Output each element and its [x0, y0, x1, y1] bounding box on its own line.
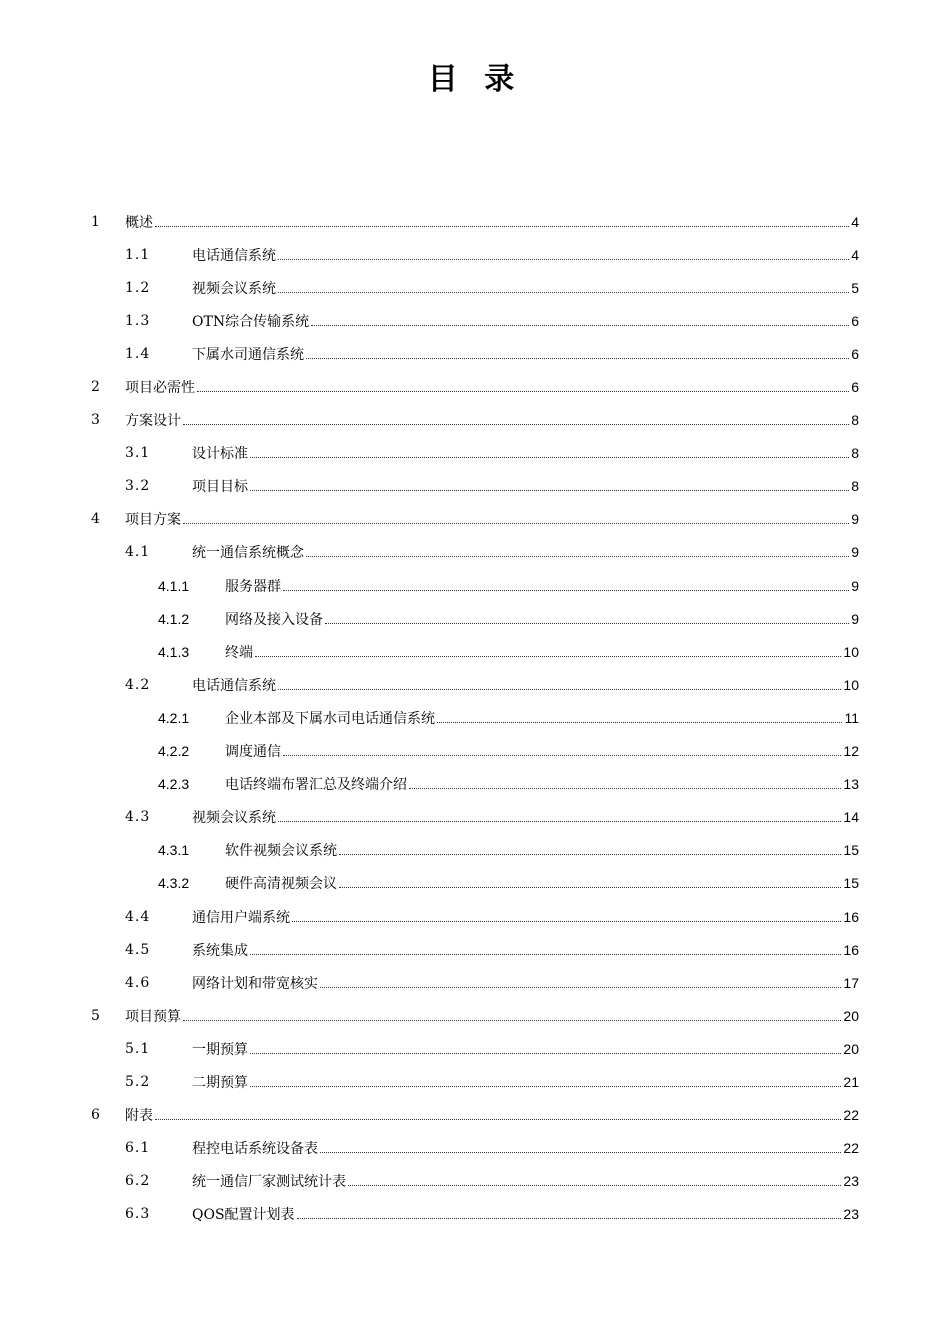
dot-leader [278, 820, 841, 822]
toc-entry-page: 10 [843, 643, 859, 660]
toc-entry[interactable] [0, 801, 950, 834]
toc-entry-number: 1.1 [125, 246, 151, 263]
toc-entry-number: 4.1.1 [158, 577, 190, 594]
dot-leader [292, 920, 841, 922]
dot-leader [283, 754, 841, 756]
toc-entry-title[interactable]: 程控电话系统设备表 [192, 1141, 318, 1158]
toc-entry[interactable] [0, 370, 950, 403]
toc-entry[interactable] [0, 999, 950, 1032]
toc-entry-number: 4.3.1 [158, 842, 190, 859]
toc-entry-page: 17 [843, 974, 859, 991]
toc-entry[interactable] [0, 1198, 950, 1231]
toc-entry-page: 6 [851, 379, 859, 396]
toc-entry[interactable] [0, 635, 950, 668]
toc-entry[interactable] [0, 503, 950, 536]
toc-entry-title[interactable]: 概述 [125, 214, 153, 231]
toc-entry-number: 3 [91, 412, 100, 429]
toc-entry-page: 9 [851, 511, 859, 528]
toc-entry-page: 22 [843, 1107, 859, 1124]
toc-entry-number: 1 [91, 213, 100, 230]
toc-entry[interactable] [0, 668, 950, 701]
toc-entry-title[interactable]: 项目目标 [192, 479, 248, 496]
toc-entry[interactable] [0, 1065, 950, 1098]
toc-entry-title[interactable]: 设计标准 [192, 446, 248, 463]
toc-entry-number: 4.2.3 [158, 776, 190, 793]
toc-entry[interactable] [0, 337, 950, 370]
toc-entry-number: 2 [91, 379, 100, 396]
toc-entry-number: 6.2 [125, 1173, 151, 1190]
toc-entry-title[interactable]: 视频会议系统 [192, 280, 276, 297]
toc-entry-title[interactable]: 一期预算 [192, 1041, 248, 1058]
toc-entry-title[interactable]: 硬件高清视频会议 [225, 876, 337, 893]
toc-entry[interactable] [0, 834, 950, 867]
dot-leader [278, 688, 841, 690]
toc-entry[interactable] [0, 768, 950, 801]
toc-entry-page: 21 [843, 1073, 859, 1090]
page-title: 目 录 [427, 62, 523, 97]
toc-entry[interactable] [0, 602, 950, 635]
toc-entry[interactable] [0, 933, 950, 966]
dot-leader [325, 622, 849, 624]
toc-entry-title[interactable]: 附表 [125, 1108, 153, 1125]
toc-entry-title[interactable]: 软件视频会议系统 [225, 843, 337, 860]
toc-entry-number: 6 [91, 1107, 100, 1124]
toc-entry[interactable] [0, 437, 950, 470]
dot-leader [250, 489, 849, 491]
dot-leader [250, 1052, 841, 1054]
toc-entry-number: 1.2 [125, 279, 151, 296]
dot-leader [278, 258, 849, 260]
dot-leader [297, 1217, 842, 1219]
toc-entry-title[interactable]: 网络计划和带宽核实 [192, 975, 318, 992]
toc-entry-title[interactable]: 下属水司通信系统 [192, 346, 304, 363]
toc-entry-title[interactable]: 电话通信系统 [192, 677, 276, 694]
toc-entry-number: 4.3 [125, 809, 151, 826]
toc-entry-page: 23 [843, 1173, 859, 1190]
dot-leader [255, 655, 841, 657]
dot-leader [250, 953, 841, 955]
toc-entry[interactable] [0, 701, 950, 734]
dot-leader [197, 390, 849, 392]
toc-entry-page: 12 [843, 743, 859, 760]
toc-entry-number: 4.3.2 [158, 875, 190, 892]
toc-entry-title[interactable]: 电话终端布署汇总及终端介绍 [225, 777, 407, 794]
toc-entry-page: 4 [851, 246, 859, 263]
toc-entry[interactable] [0, 536, 950, 569]
toc-entry-number: 4.1.3 [158, 643, 190, 660]
toc-entry-number: 3.1 [125, 445, 151, 462]
toc-entry-title[interactable]: 电话通信系统 [192, 247, 276, 264]
toc-entry-page: 8 [851, 412, 859, 429]
dot-leader [320, 986, 841, 988]
toc-entry-page: 13 [843, 776, 859, 793]
dot-leader [409, 787, 841, 789]
toc-entry-number: 4 [91, 511, 100, 528]
toc-entry[interactable] [0, 867, 950, 900]
toc-entry-number: 4.1.2 [158, 610, 190, 627]
toc-entry-title[interactable]: 终端 [225, 644, 253, 661]
toc-entry[interactable] [0, 1032, 950, 1065]
toc-entry-title[interactable]: 项目方案 [125, 512, 181, 529]
toc-entry-page: 4 [851, 213, 859, 230]
toc-entry[interactable] [0, 966, 950, 999]
dot-leader [183, 1019, 841, 1021]
toc-entry-page: 14 [843, 809, 859, 826]
toc-entry-page: 16 [843, 941, 859, 958]
dot-leader [306, 555, 849, 557]
dot-leader [306, 357, 849, 359]
dot-leader [155, 1118, 841, 1120]
toc-entry-number: 3.2 [125, 478, 151, 495]
toc-entry-number: 4.2.2 [158, 743, 190, 760]
toc-entry[interactable] [0, 205, 950, 238]
dot-leader [339, 886, 841, 888]
toc-entry[interactable] [0, 238, 950, 271]
toc-entry-title[interactable]: 项目必需性 [125, 380, 195, 397]
toc-entry-number: 6.1 [125, 1140, 151, 1157]
toc-entry-page: 22 [843, 1140, 859, 1157]
toc-entry-page: 10 [843, 676, 859, 693]
dot-leader [183, 423, 849, 425]
toc-entry-title[interactable]: 视频会议系统 [192, 810, 276, 827]
toc-entry-number: 5 [91, 1007, 100, 1024]
toc-entry-title[interactable]: 方案设计 [125, 413, 181, 430]
toc-entry[interactable] [0, 271, 950, 304]
dot-leader [283, 589, 849, 591]
toc-entry-title[interactable]: 统一通信系统概念 [192, 545, 304, 562]
toc-entry-title[interactable]: OTN综合传输系统 [192, 313, 310, 330]
toc-entry-page: 9 [851, 544, 859, 561]
toc-entry[interactable] [0, 735, 950, 768]
toc-entry-title[interactable]: 企业本部及下属水司电话通信系统 [225, 710, 435, 727]
toc-entry-page: 8 [851, 445, 859, 462]
toc-entry[interactable] [0, 304, 950, 337]
toc-entry-page: 9 [851, 577, 859, 594]
toc-entry[interactable] [0, 1165, 950, 1198]
toc-entry-page: 6 [851, 312, 859, 329]
toc-entry-number: 4.6 [125, 974, 151, 991]
toc-entry-page: 6 [851, 345, 859, 362]
toc-entry-title[interactable]: 统一通信厂家测试统计表 [192, 1174, 346, 1191]
toc-entry[interactable] [0, 470, 950, 503]
toc-entry-title[interactable]: 服务器群 [225, 578, 281, 595]
dot-leader [320, 1151, 841, 1153]
toc-entry-page: 15 [843, 875, 859, 892]
toc-entry-title[interactable]: 系统集成 [192, 942, 248, 959]
dot-leader [155, 225, 849, 227]
toc-entry[interactable] [0, 569, 950, 602]
toc-entry-title[interactable]: 项目预算 [125, 1008, 181, 1025]
toc-entry-page: 11 [844, 709, 859, 726]
toc-entry[interactable] [0, 1132, 950, 1165]
dot-leader [250, 1085, 841, 1087]
toc-entry-number: 5.2 [125, 1073, 151, 1090]
toc-entry[interactable] [0, 404, 950, 437]
toc-entry-number: 4.1 [125, 544, 151, 561]
dot-leader [348, 1184, 841, 1186]
dot-leader [437, 721, 842, 723]
dot-leader [311, 324, 849, 326]
toc-entry-page: 15 [843, 842, 859, 859]
toc-entry-page: 5 [851, 279, 859, 296]
toc-entry-number: 4.5 [125, 941, 151, 958]
toc-entry-number: 4.2.1 [158, 709, 190, 726]
toc-entry-title[interactable]: 调度通信 [225, 744, 281, 761]
toc-entry-title[interactable]: 通信用户端系统 [192, 909, 290, 926]
toc-entry-number: 6.3 [125, 1206, 151, 1223]
toc-entry-number: 1.3 [125, 312, 151, 329]
toc-entry-title[interactable]: 二期预算 [192, 1074, 248, 1091]
toc-entry-page: 8 [851, 478, 859, 495]
toc-entry-page: 20 [843, 1040, 859, 1057]
toc-entry-title[interactable]: QOS配置计划表 [192, 1207, 295, 1224]
toc-entry-page: 9 [851, 610, 859, 627]
dot-leader [339, 853, 841, 855]
dot-leader [183, 522, 849, 524]
toc-entry-number: 4.4 [125, 908, 151, 925]
toc-entry[interactable] [0, 900, 950, 933]
dot-leader [278, 291, 849, 293]
toc-entry-page: 20 [843, 1007, 859, 1024]
table-of-contents [0, 205, 950, 1231]
toc-entry-number: 5.1 [125, 1040, 151, 1057]
dot-leader [250, 456, 849, 458]
toc-entry-number: 1.4 [125, 345, 151, 362]
toc-entry[interactable] [0, 1099, 950, 1132]
toc-entry-number: 4.2 [125, 676, 151, 693]
toc-entry-title[interactable]: 网络及接入设备 [225, 611, 323, 628]
toc-entry-page: 16 [843, 908, 859, 925]
toc-entry-page: 23 [843, 1206, 859, 1223]
